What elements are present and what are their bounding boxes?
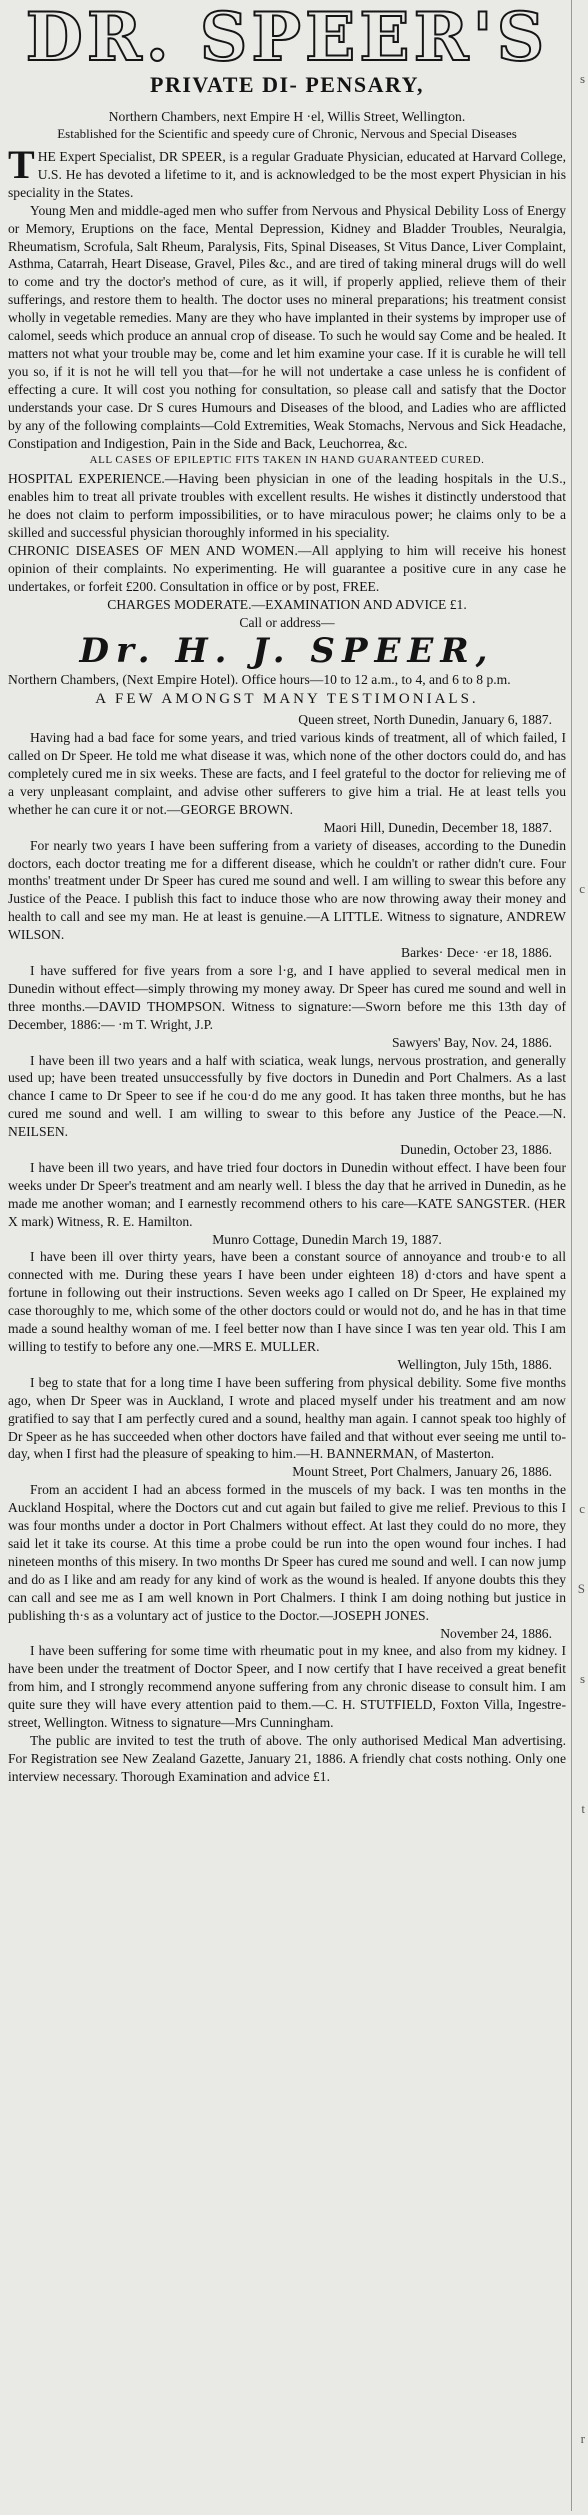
testimonial-dateline: Sawyers' Bay, Nov. 24, 1886. <box>391 1034 552 1050</box>
closing-paragraph: The public are invited to test the truth of above. The only authorised Medical Man advertising. For Registration see New Zealand Gazette, January 21, 1886. A friendly chat costs nothing. Only one interview necessary. Thorough Examination and advice £1. <box>8 1732 566 1784</box>
margin-fragment: c <box>579 1501 585 1516</box>
testimonial-dateline: Munro Cottage, Dunedin March 19, 1887. <box>212 1231 442 1247</box>
doctor-name: Dr. H. J. SPEER, <box>79 631 495 672</box>
margin-fragment: S <box>577 1581 585 1596</box>
testimonial-text: Having had a bad face for some years, and tried various kinds of treatment, all of which failed, I called on Dr Speer. He told me what disease it was, which none of the other doctors could do, and has completely cured me in six weeks. These are facts, and I feel grateful to the doctor for relieving me of a very unpleasant complaint, and advise other sufferers to give him a trial. He at least tells you whether he can cure it or not.—GEORGE BROWN. <box>8 730 566 817</box>
testimonial-dateline: Mount Street, Port Chalmers, January 26, 1886. <box>292 1464 552 1480</box>
margin-fragment: t <box>581 1801 585 1816</box>
testimonial-text: I have been ill two years and a half with sciatica, weak lungs, nervous prostration, and generally used up; have been treated unsuccessfully by five doctors in Dunedin and Port Chalmers. As a last chance I came to Dr Speer to see if he cou·d do me any good. It has taken three months, but he has cured me sound and well. I am willing to swear to this before any Justice of the Peace.—N. NEILSEN. <box>8 1052 566 1140</box>
adjacent-column-edge <box>571 0 588 2511</box>
margin-fragment: c <box>579 881 585 896</box>
established-line: Established for the Scientific and speedy cure of Chronic, Nervous and Special Diseases <box>57 126 517 141</box>
conditions-paragraph: Young Men and middle-aged men who suffer from Nervous and Physical Debility Loss of Energy or Memory, Eruptions on the face, Mental Depression, Kidney and Bladder Troubles, Neuralgia, Rheumatism, Scrofula, Salt Rheum, Paralysis, Fits, Spinal Diseases, St Vitus Dance, Liver Complaint, Asthma, Catarrah, Heart Disease, Gravel, Piles &c., and are tired of taking mineral drugs will do well to come and try the doctor's method of cure, as it will, if properly applied, relieve them of their sufferings, and restore them to health. The doctor uses no mineral preparations; his treatment consist wholly in vegetable remedies. Many are they who have implanted in their systems by improper use of calomel, seeds which produce an annual crop of disease. To such he would say Come and be healed. It matters not what your trouble may be, come and let him examine your case. If it is curable he will tell you so, if it is not he will tell you that—for he will not undertake a case unless he is confident of effecting a cure. It will cost you nothing for consultation, so please call and satisfy that the Doctor understands your case. Dr S cures Humours and Diseases of the blood, and Ladies who are afflicted by any of the following complaints—Cold Extremities, Weak Stomachs, Nervous and Sick Headache, Constipation and Indigestion, Pain in the Side and Back, Leuchorrea, &c. <box>8 202 566 451</box>
testimonial-text: I have suffered for five years from a sore l·g, and I have applied to several medical men in Dunedin without effect—simply throwing my money away. Dr Speer has cured me sound and well in three months.—DAVID THOMPSON. Witness to signature:—Sworn before me this 13th day of December, 1886:— ·m T. Wright, J.P. <box>8 962 566 1032</box>
testimonial-dateline: Barkes· Dece· ·er 18, 1886. <box>401 945 552 961</box>
testimonial-dateline: November 24, 1886. <box>440 1625 552 1641</box>
margin-fragment: r <box>580 2431 585 2446</box>
testimonial-text: I beg to state that for a long time I have been suffering from physical debility. Some five months ago, when Dr Speer was in Auckland, I wrote and placed myself under his treatment and am now gratified to say that I am perfectly cured and a sound, healthy man again. I cannot speak too highly of Dr Speer as he has succeeded when other doctors have failed and that without ever seeing me until to-day, when I first had the pleasure of speaking to him.—H. BANNERMAN, of Masterton. <box>8 1374 566 1462</box>
testimonial-dateline: Wellington, July 15th, 1886. <box>397 1356 552 1372</box>
call-line: Call or address— <box>239 614 335 630</box>
testimonial-dateline: Dunedin, October 23, 1886. <box>400 1142 552 1158</box>
margin-fragment: s <box>579 1671 585 1686</box>
office-hours: Northern Chambers, (Next Empire Hotel). Office hours—10 to 12 a.m., to 4, and 6 to 8 p.m. <box>8 672 511 688</box>
testimonial-text: For nearly two years I have been suffering from a variety of diseases, according to the Dunedin doctors, each doctor treating me for a different disease, which he couldn't or rather didn't cure. Four months' treatment under Dr Speer has cured me sound and well. I am willing to swear this before any Justice of the Peace. I publish this fact to induce those who are now throwing away their money and health to call and see my man. He at least is genuine.—A LITTLE. Witness to signature, ANDREW WILSON. <box>8 837 566 943</box>
hospital-paragraph: HOSPITAL EXPERIENCE.—Having been physician in one of the leading hospitals in the U.S., enables him to treat all private troubles with excellent results. He wishes it distinctly understood that he does not claim to perform impossibilities, or to have miraculous power; he claims only to be a skilled and successful physician thoroughly informed in his speciality. <box>8 471 566 541</box>
testimonial-text: I have been ill two years, and have tried four doctors in Dunedin without effect. I have been four weeks under Dr Speer's treatment and am nearly well. I bless the day that he arrived in Dunedin, as he made me another woman; and I earnestly recommend others to his care—KATE SANGSTER. (HER X mark) Witness, R. E. Hamilton. <box>8 1159 566 1229</box>
testimonial-dateline: Maori Hill, Dunedin, December 18, 1887. <box>323 819 552 835</box>
masthead-subtitle: PRIVATE DI- PENSARY, <box>150 72 424 97</box>
testimonial-text: I have been suffering for some time with rheumatic pout in my knee, and also from my kidney. I have been under the treatment of Doctor Speer, and I now certify that I have received a great benefit from him, and I strongly recommend anyone suffering from any chronic disease to consult him. I am quite sure they will have every attention paid to them.—C. H. STUTFIELD, Foxton Villa, Ingestre-street, Wellington. Witness to signature—Mrs Cunningham. <box>8 1643 566 1731</box>
masthead-title: DR. SPEER'S <box>25 0 549 76</box>
charges-line: CHARGES MODERATE.—EXAMINATION AND ADVICE £1. <box>107 596 467 612</box>
testimonial-text: I have been ill over thirty years, have been a constant source of annoyance and troub·e to all connected with me. During these years I have been under eighteen 18) d·ctors and have spent a fortune in following out their instructions. Seven weeks ago I called on Dr Speer, He explained my case thoroughly to me, which some of the other doctors could or would not do, and he has in that time made a sound healthy woman of me. I feel better now than I have since I was ten year old. This I am willing to testify to before any one.—MRS E. MULLER. <box>8 1249 566 1354</box>
intro-paragraph: THE Expert Specialist, DR SPEER, is a regular Graduate Physician, educated at Harvard College, U.S. He has devoted a lifetime to it, and is acknowledged to be the most expert Physician in his speciality in the States. <box>8 142 566 200</box>
margin-fragment: s <box>579 71 585 86</box>
testimonials-heading: A FEW AMONGST MANY TESTIMONIALS. <box>95 691 479 708</box>
chronic-paragraph: CHRONIC DISEASES OF MEN AND WOMEN.—All applying to him will receive his honest opinion of their complaints. No experimenting. He will guarantee a positive cure in any case he undertakes, or forfeit £200. Consultation in office or by post, FREE. <box>8 542 566 594</box>
testimonial-dateline: Queen street, North Dunedin, January 6, 1887. <box>298 712 552 728</box>
epilepsy-note: ALL CASES OF EPILEPTIC FITS TAKEN IN HAND GUARANTEED CURED. <box>89 454 485 467</box>
address-line: Northern Chambers, next Empire H ·el, Willis Street, Wellington. <box>108 109 466 124</box>
testimonial-text: From an accident I had an abcess formed in the muscels of my back. I was ten months in the Auckland Hospital, where the Doctors cut and cut again but failed to give me relief. Previous to this I was four months under a doctor in Port Chalmers without effect. At last they could do no more, they said let it take its course. At this time a probe could be run into the open wound four inches. I had nineteen months of this misery. In two months Dr Speer has cured me sound and well. I can now jump and do as I like and am ready for any kind of work as the wound is healed. If anyone doubts this they can call and see me as I am well known in Port Chalmers. I think I am doing nothing but justice in publishing th·s as a voluntary act of justice to the Doctor.—JOSEPH JONES. <box>8 1482 566 1623</box>
